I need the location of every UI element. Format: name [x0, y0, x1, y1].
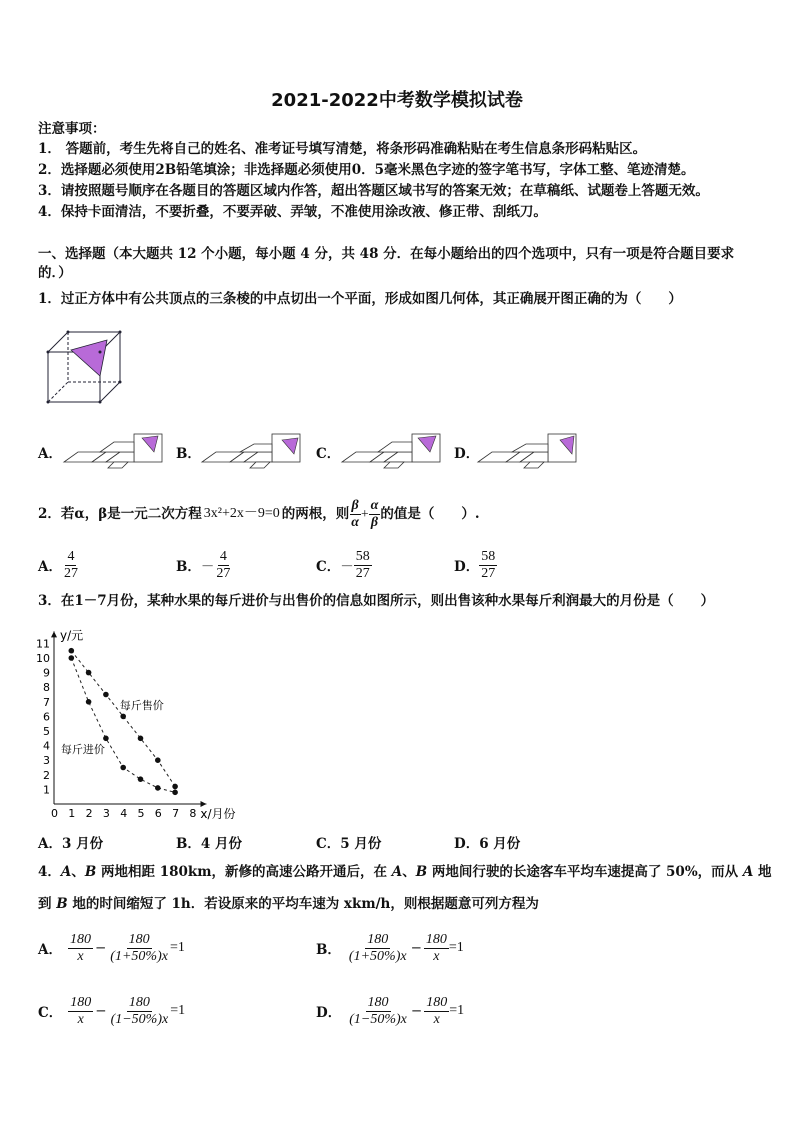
q4-d-n1: 180	[367, 994, 389, 1010]
y-tick-label: 6	[43, 710, 50, 724]
y-tick-label: 10	[36, 652, 50, 665]
q4-option-c-label: C．	[38, 1005, 63, 1021]
q4-a-d1: x	[77, 948, 84, 964]
q2-option-b-fraction	[214, 549, 232, 582]
q2-prefix: 2．若α，β是一元二次方程	[38, 506, 202, 522]
q4-l1-c: 两地相距 180km，新修的高速公路开通后，在	[96, 864, 392, 880]
data-point	[103, 692, 109, 698]
series-label: 每斤售价	[119, 699, 164, 713]
q3-option-d: D．6 月份	[454, 836, 521, 852]
data-point	[172, 784, 178, 790]
q4-point-b-2: B	[415, 864, 428, 880]
q4-option-d-label: D．	[316, 1005, 342, 1021]
q2-option-b-sign: －	[200, 559, 215, 575]
data-point	[69, 648, 75, 654]
q2-option-c-label: C．	[316, 559, 341, 575]
q4-l2-a: 到	[38, 896, 57, 912]
q4-option-c	[38, 991, 185, 1031]
q4-point-a-3: A	[742, 864, 754, 880]
q4-a-d2: (1+50%)x	[110, 948, 168, 964]
notice-item-1: 1． 答题前，考生先将自己的姓名、准考证号填写清楚，将条形码准确粘贴在考生信息条形码粘贴区。	[38, 141, 647, 157]
notice-heading: 注意事项：	[38, 121, 106, 137]
q1-option-b-net	[200, 430, 306, 470]
q4-c-d1: x	[77, 1011, 84, 1027]
x-tick-label: 8	[189, 807, 197, 820]
y-tick-label: 4	[43, 739, 50, 753]
q4-point-b: B	[84, 864, 97, 880]
y-tick-label: 11	[36, 637, 50, 651]
q3-option-c: C．5 月份	[316, 836, 382, 852]
notice-item-3: 3．请按照题号顺序在各题目的答题区域内作答，超出答题区域书写的答案无效；在草稿纸、试题卷上答题无效。	[38, 183, 709, 199]
q2-f1-num: β	[351, 497, 359, 513]
y-tick-label: 1	[43, 783, 50, 797]
q2-f2-num: α	[370, 497, 379, 513]
q2-option-d-label: D．	[454, 559, 480, 575]
y-tick-label: 9	[43, 666, 50, 680]
data-point	[69, 655, 75, 661]
q2-equation: 3x²+2x－9=0	[203, 506, 280, 521]
q4-d-d2: x	[433, 1011, 440, 1027]
chart-x-label: x/月份	[200, 807, 236, 821]
q4-option-a-label: A．	[38, 942, 62, 958]
q4-option-a-frac1	[68, 932, 93, 965]
q2-option-d	[454, 545, 497, 585]
x-tick-label: 4	[120, 807, 128, 820]
q2-option-c-num: 58	[355, 548, 370, 564]
q4-d-op: −	[410, 1003, 423, 1019]
q4-b-eq: =1	[448, 940, 464, 955]
q4-option-c-frac1	[68, 995, 93, 1028]
y-tick-label: 5	[43, 725, 50, 738]
notice-item-2: 2．选择题必须使用2B铅笔填涂；非选择题必须使用0．5毫米黑色字迹的签字笔书写，字体工整、笔迹清楚。	[38, 162, 695, 178]
q2-fraction-1	[349, 498, 361, 531]
q2-option-d-den: 27	[481, 565, 496, 581]
q2-fraction-2	[369, 498, 381, 531]
q2-option-c-fraction	[354, 549, 372, 582]
q2-plus: +	[361, 506, 369, 521]
y-tick-label: 8	[43, 681, 50, 695]
q1-option-d-label: D．	[454, 446, 480, 462]
data-point	[86, 699, 92, 705]
q4-option-b-label: B．	[316, 942, 341, 958]
q2-option-c-sign: －	[340, 559, 354, 575]
q4-d-n2: 180	[426, 994, 448, 1010]
x-tick-label: 3	[102, 807, 110, 820]
q2-option-b-den: 27	[216, 565, 231, 581]
x-tick-label: 5	[137, 807, 145, 820]
q4-l1-e: 地	[753, 864, 772, 880]
page-title: 2021-2022中考数学模拟试卷	[271, 90, 523, 111]
q2-option-a	[38, 545, 80, 585]
q4-a-n1: 180	[69, 931, 91, 947]
q4-option-b-frac2	[424, 932, 449, 965]
data-point	[155, 757, 161, 763]
question-3-text: 3．在1－7月份，某种水果的每斤进价与出售价的信息如图所示，则出售该种水果每斤利润最大的月份是（ ）	[38, 593, 715, 609]
q2-option-d-num: 58	[481, 548, 496, 564]
q4-option-d	[316, 991, 464, 1031]
question-4-line1	[38, 863, 772, 881]
q4-a-op: −	[94, 940, 107, 956]
q2-option-d-fraction	[479, 549, 497, 582]
q2-option-c	[316, 545, 372, 585]
data-point	[120, 765, 126, 771]
q2-option-a-num: 4	[67, 548, 75, 564]
q2-option-a-label: A．	[38, 559, 62, 575]
q1-option-c-label: C．	[316, 446, 341, 462]
q2-option-b-label: B．	[176, 559, 201, 575]
q4-option-b	[316, 928, 464, 968]
q4-d-d1: (1−50%)x	[349, 1011, 407, 1027]
q4-c-op: −	[95, 1003, 107, 1019]
y-tick-label: 7	[43, 695, 50, 709]
section-heading-line2: 的．）	[38, 265, 72, 281]
q2-option-b-num: 4	[219, 548, 227, 564]
q4-b-d2: x	[433, 948, 440, 964]
q4-point-a: A	[60, 864, 72, 880]
q4-c-n1: 180	[70, 994, 92, 1010]
data-point	[103, 736, 109, 742]
q2-mid: 的两根，则	[281, 506, 350, 522]
q4-b-op: −	[410, 940, 422, 956]
q3-option-a: A．3 月份	[38, 836, 104, 852]
q1-option-a-net	[62, 430, 168, 470]
q1-option-b-label: B．	[176, 446, 201, 462]
q4-a-eq: =1	[169, 940, 185, 955]
cut-triangle	[71, 340, 107, 376]
q2-option-c-den: 27	[355, 565, 370, 581]
q2-suffix: 的值是（ ）.	[380, 506, 480, 522]
q4-b-n2: 180	[425, 931, 447, 947]
q4-l1-a: 4．	[38, 864, 61, 880]
q4-b-n1: 180	[367, 931, 389, 947]
q4-point-b-3: B	[56, 896, 68, 912]
section-heading-line1: 一、选择题（本大题共 12 个小题，每小题 4 分，共 48 分．在每小题给出的四个选项中，只有一项是符合题目要求	[38, 246, 735, 262]
q4-point-a-2: A	[391, 864, 403, 880]
x-tick-label: 2	[85, 807, 93, 820]
chart-y-label: y/元	[60, 628, 84, 643]
q4-b-d1: (1+50%)x	[348, 948, 407, 964]
y-tick-label: 3	[43, 754, 50, 768]
q4-d-eq: =1	[449, 1003, 465, 1018]
data-point	[120, 714, 126, 720]
q1-option-d-net	[476, 430, 582, 470]
q4-option-d-frac1	[347, 995, 409, 1028]
q4-l1-sep: 、	[402, 864, 416, 880]
y-tick-label: 2	[43, 768, 50, 782]
q2-f2-den: β	[370, 514, 379, 530]
series-label: 每斤进价	[60, 742, 105, 756]
question-4-line2	[38, 895, 539, 913]
q4-c-d2: (1−50%)x	[110, 1011, 169, 1027]
q4-option-c-frac2	[109, 995, 171, 1028]
data-point	[138, 776, 144, 782]
x-tick-label: 1	[68, 807, 76, 820]
q4-option-d-frac2	[424, 995, 449, 1028]
question-2-text	[38, 492, 480, 536]
q4-l1-b: 、	[71, 864, 85, 880]
q2-f1-den: α	[351, 514, 359, 530]
x-tick-label: 6	[154, 807, 162, 820]
data-point	[155, 785, 161, 791]
q3-chart	[34, 618, 264, 824]
data-point	[86, 670, 92, 676]
q4-a-n2: 180	[128, 931, 150, 947]
q4-l2-b: 地的时间缩短了 1h．若设原来的平均车速为 xkm/h，则根据题意可列方程为	[67, 896, 539, 912]
x-tick-label: 7	[172, 807, 180, 820]
cube-figure	[44, 328, 124, 404]
data-point	[172, 790, 178, 796]
q2-option-b	[176, 545, 232, 585]
q1-option-c-net	[340, 430, 446, 470]
q2-option-a-den: 27	[63, 565, 78, 581]
q4-c-eq: =1	[170, 1003, 186, 1018]
series-line	[71, 658, 175, 792]
q4-option-a	[38, 928, 185, 968]
q1-option-a-label: A．	[38, 446, 62, 462]
q2-option-a-fraction	[62, 549, 80, 582]
data-point	[138, 736, 144, 742]
x-tick-label: 0	[51, 807, 58, 820]
q4-l1-d: 两地间行驶的长途客车平均车速提高了 50%，而从	[427, 864, 743, 880]
q4-option-a-frac2	[108, 932, 170, 965]
q3-option-b: B．4 月份	[176, 836, 243, 852]
q4-option-b-frac1	[347, 932, 409, 965]
notice-item-4: 4．保持卡面清洁，不要折叠，不要弄破、弄皱，不准使用涂改液、修正带、刮纸刀。	[38, 204, 547, 220]
q4-c-n2: 180	[128, 994, 150, 1010]
question-1-text: 1．过正方体中有公共顶点的三条棱的中点切出一个平面，形成如图几何体，其正确展开图正确的为（ ）	[38, 291, 682, 307]
